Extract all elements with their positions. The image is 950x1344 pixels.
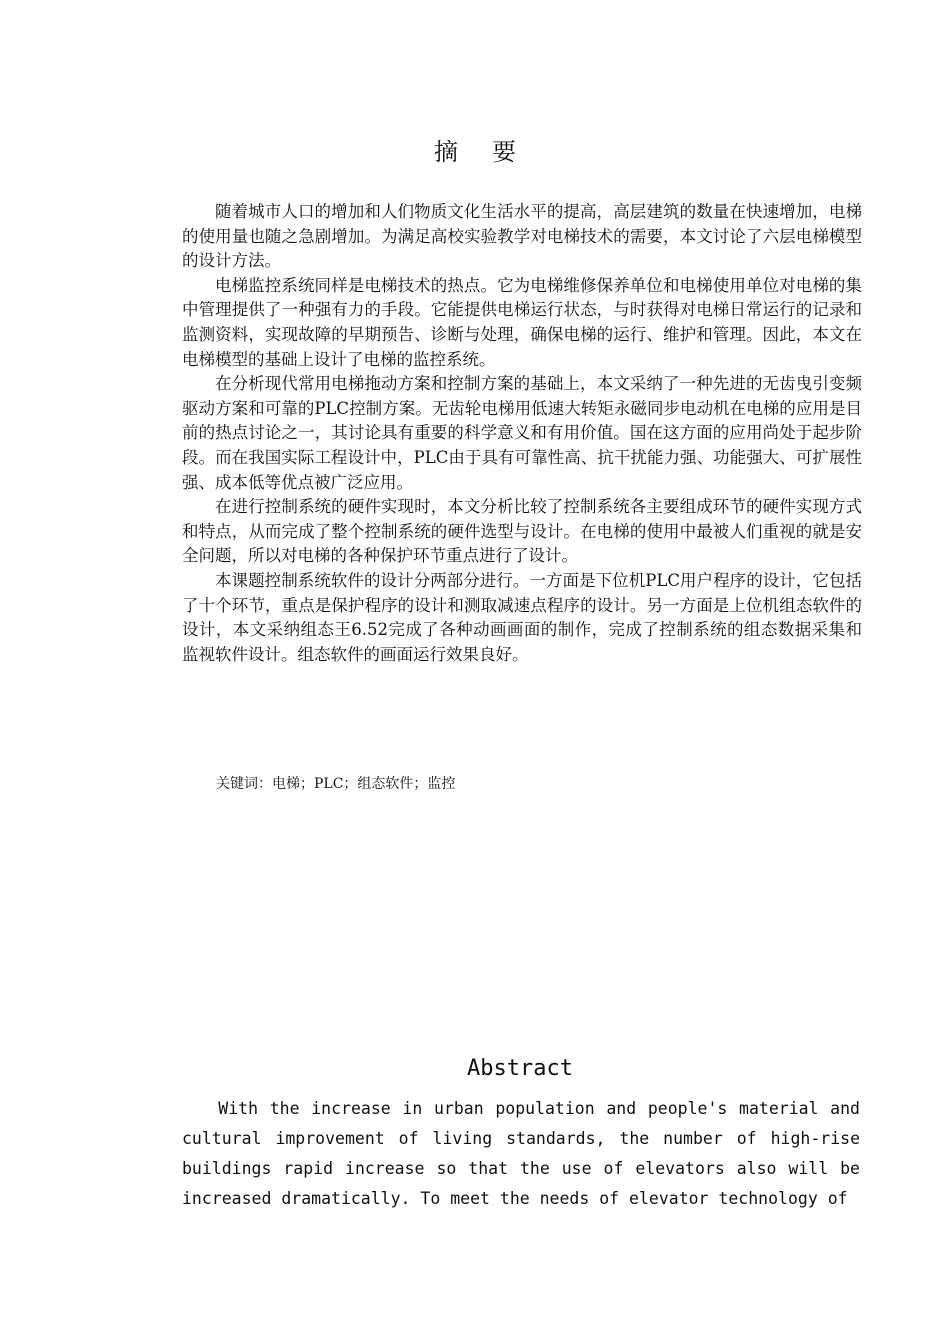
chinese-abstract-title: 摘要: [434, 138, 550, 166]
chinese-paragraph-5: 本课题控制系统软件的设计分两部分进行。一方面是下位机PLC用户程序的设计，它包括了十个环节，重点是保护程序的设计和测取减速点程序的设计。另一方面是上位机组态软件的设计，本文采纳组态王6.52完成了各种动画画面的制作，完成了控制系统的组态数据采集和监视软件设计。组态软件的画面运行效果良好。: [182, 570, 862, 664]
chinese-abstract-body: [182, 200, 862, 667]
chinese-paragraph-4: 在进行控制系统的硬件实现时，本文分析比较了控制系统各主要组成环节的硬件实现方式和特点，从而完成了整个控制系统的硬件选型与设计。在电梯的使用中最被人们重视的就是安全问题，所以对电梯的各种保护环节重点进行了设计。: [182, 497, 862, 566]
english-paragraph-1: With the increase in urban population and people's material and cultural improvement of living standards, the number of high-rise buildings rapid increase so that the use of elevators also will be increased dramatically. To meet the needs of elevator technology of: [182, 1099, 860, 1208]
keywords-line: 关键词：电梯；PLC；组态软件；监控: [216, 776, 456, 792]
english-abstract-body: [182, 1094, 860, 1214]
chinese-paragraph-1: 随着城市人口的增加和人们物质文化生活水平的提高，高层建筑的数量在快速增加，电梯的使用量也随之急剧增加。为满足高校实验教学对电梯技术的需要，本文讨论了六层电梯模型的设计方法。: [182, 202, 862, 271]
english-abstract-title: Abstract: [467, 1056, 573, 1081]
chinese-paragraph-3: 在分析现代常用电梯拖动方案和控制方案的基础上，本文采纳了一种先进的无齿曳引变频驱动方案和可靠的PLC控制方案。无齿轮电梯用低速大转矩永磁同步电动机在电梯的应用是目前的热点讨论之一，其讨论具有重要的科学意义和有用价值。国在这方面的应用尚处于起步阶段。而在我国实际工程设计中，PLC由于具有可靠性高、抗干扰能力强、功能强大、可扩展性强、成本低等优点被广泛应用。: [182, 374, 862, 492]
chinese-paragraph-2: 电梯监控系统同样是电梯技术的热点。它为电梯维修保养单位和电梯使用单位对电梯的集中管理提供了一种强有力的手段。它能提供电梯运行状态，与时获得对电梯日常运行的记录和监测资料，实现故障的早期预告、诊断与处理，确保电梯的运行、维护和管理。因此，本文在电梯模型的基础上设计了电梯的监控系统。: [182, 275, 862, 369]
